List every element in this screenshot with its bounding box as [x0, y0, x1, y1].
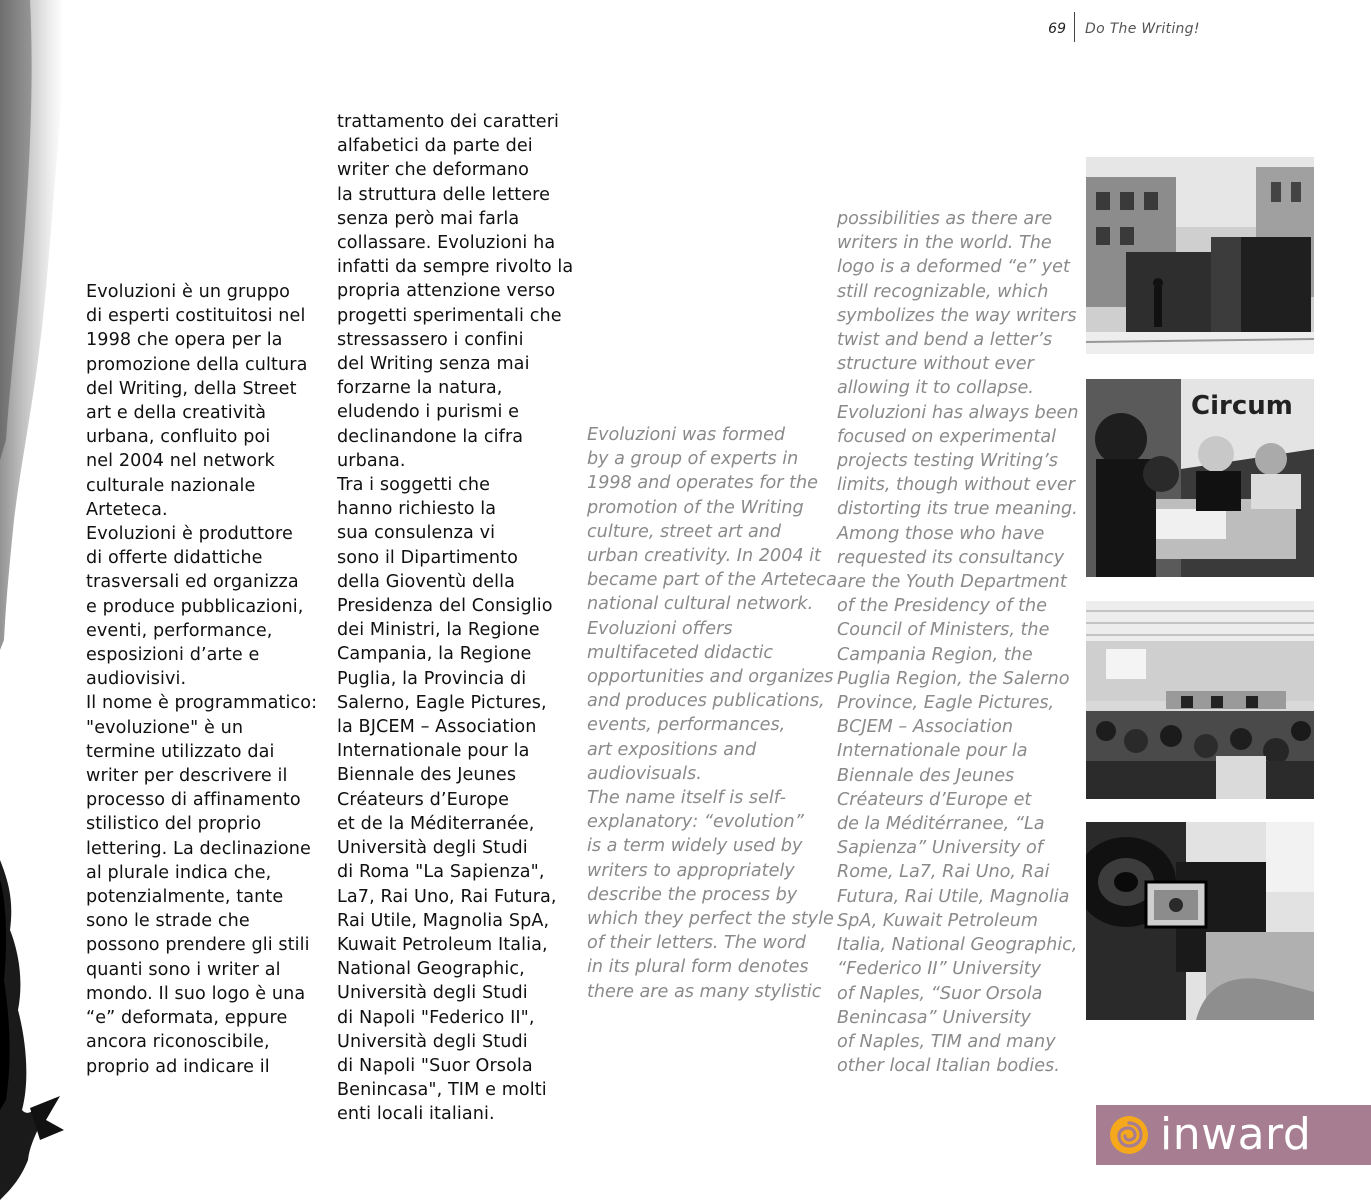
text-line: twist and bend a letter’s [837, 330, 1053, 351]
text-line: urbana, confluito poi [86, 427, 271, 448]
spiral-logo-icon [1108, 1114, 1150, 1156]
text-line: “e” deformata, eppure [86, 1008, 288, 1029]
text-line: writer per descrivere il [86, 766, 288, 787]
text-line: trattamento dei caratteri [337, 112, 560, 132]
text-line: Biennale des Jeunes [337, 765, 517, 786]
text-line: which they perfect the style [587, 909, 834, 930]
text-line: declinandone la cifra [337, 426, 524, 447]
text-line: di Napoli "Federico II", [337, 1007, 535, 1028]
text-line: of their letters. The word [587, 933, 806, 954]
text-line: enti locali italiani. [337, 1104, 495, 1125]
text-line: 1998 and operates for the [587, 473, 818, 494]
text-line: distorting its true meaning. [837, 499, 1078, 520]
text-line: stressassero i confini [337, 329, 524, 350]
text-line: lettering. La declinazione [86, 838, 311, 859]
text-line: culture, street art and [587, 521, 782, 542]
text-line: Kuwait Petroleum Italia, [337, 934, 548, 955]
text-line: La7, Rai Uno, Rai Futura, [337, 886, 557, 907]
text-line: structure without ever [837, 354, 1034, 375]
photo-urban-plaza [1086, 157, 1314, 354]
text-line: symbolizes the way writers [837, 305, 1077, 326]
text-line: Evoluzioni was formed [587, 425, 786, 445]
text-line: di offerte didattiche [86, 548, 263, 569]
text-line: la BJCEM – Association [337, 717, 537, 738]
text-line: "evoluzione" è un [86, 717, 244, 738]
text-line: del Writing senza mai [337, 354, 530, 375]
text-line: Il nome è programmatico: [86, 693, 318, 714]
text-line: is a term widely used by [587, 836, 803, 857]
text-line: BCJEM – Association [837, 717, 1013, 738]
text-line: Rai Utile, Magnolia SpA, [337, 910, 550, 931]
text-line: audiovisivi. [86, 669, 187, 690]
text-line: Arteteca. [86, 499, 168, 520]
text-line: projects testing Writing’s [837, 451, 1058, 472]
text-line: Università degli Studi [337, 838, 528, 859]
text-line: proprio ad indicare il [86, 1056, 270, 1077]
text-line: Puglia, la Provincia di [337, 668, 527, 689]
text-line: of Naples, TIM and many [837, 1031, 1056, 1052]
text-line: sua consulenza vi [337, 523, 496, 544]
text-line: 1998 che opera per la [86, 330, 283, 351]
text-line: urbana. [337, 450, 406, 471]
italian-column-1 [86, 280, 326, 1079]
text-line: Créateurs d’Europe [337, 789, 510, 810]
text-line: writers to appropriately [587, 860, 795, 881]
text-line: Presidenza del Consiglio [337, 596, 553, 617]
text-line: writers in the world. The [837, 233, 1052, 254]
text-line: logo is a deformed “e” yet [837, 257, 1070, 278]
brush-stroke-decoration [0, 0, 80, 1200]
running-title: Do The Writing! [1085, 21, 1200, 37]
banner-sign-text: Circum [1191, 391, 1293, 421]
text-line: Rome, La7, Rai Uno, Rai [837, 862, 1050, 883]
text-line: Università degli Studi [337, 1031, 528, 1052]
text-line: Biennale des Jeunes [837, 765, 1015, 786]
text-line: “Federico II” University [837, 959, 1042, 980]
text-line: The name itself is self- [587, 788, 787, 809]
text-line: nel 2004 nel network [86, 451, 275, 472]
text-line: infatti da sempre rivolto la [337, 257, 574, 278]
text-line: limits, though without ever [837, 475, 1075, 496]
text-line: alfabetici da parte dei [337, 136, 533, 157]
text-line: other local Italian bodies. [837, 1056, 1060, 1077]
text-line: events, performances, [587, 715, 786, 736]
text-line: Evoluzioni offers [587, 618, 733, 639]
text-line: explanatory: “evolution” [587, 812, 804, 833]
inward-logo [1096, 1105, 1371, 1165]
text-line: della Gioventù della [337, 571, 516, 592]
text-line: promotion of the Writing [587, 497, 804, 518]
text-line: Tra i soggetti che [337, 475, 491, 496]
text-line: del Writing, della Street [86, 378, 297, 399]
text-line: propria attenzione verso [337, 281, 556, 302]
photo-workshop-group [1086, 379, 1314, 577]
text-line: describe the process by [587, 884, 798, 905]
text-line: and produces publications, [587, 691, 825, 712]
text-line: opportunities and organizes [587, 667, 834, 688]
text-line: di Roma "La Sapienza", [337, 862, 545, 883]
text-line: audiovisuals. [587, 763, 702, 784]
text-line: Sapienza” University of [837, 838, 1044, 859]
text-line: sono il Dipartimento [337, 547, 518, 568]
photo-video-camera [1086, 822, 1314, 1020]
text-line: e produce pubblicazioni, [86, 596, 304, 617]
text-line: possibilities as there are [837, 209, 1053, 229]
text-line: Among those who have [837, 523, 1045, 544]
text-line: hanno richiesto la [337, 499, 497, 520]
text-line: of the Presidency of the [837, 596, 1047, 617]
text-line: are the Youth Department [837, 572, 1067, 593]
italian-column-2 [337, 110, 577, 1127]
text-line: SpA, Kuwait Petroleum [837, 910, 1038, 931]
text-line: et de la Méditerranée, [337, 813, 535, 834]
text-line: collassare. Evoluzioni ha [337, 233, 556, 254]
text-line: stilistico del proprio [86, 814, 262, 835]
text-line: ancora riconoscibile, [86, 1032, 270, 1053]
text-line: culturale nazionale [86, 475, 256, 496]
text-line: Internationale pour la [337, 741, 530, 762]
text-line: progetti sperimentali che [337, 305, 562, 326]
text-line: quanti sono i writer al [86, 959, 281, 980]
text-line: became part of the Arteteca [587, 570, 837, 591]
text-line: Benincasa", TIM e molti [337, 1080, 547, 1101]
text-line: national cultural network. [587, 594, 814, 615]
text-line: possono prendere gli stili [86, 935, 310, 956]
text-line: eludendo i purismi e [337, 402, 520, 423]
text-line: senza però mai farla [337, 208, 520, 229]
text-line: eventi, performance, [86, 620, 273, 641]
text-line: Campania, la Regione [337, 644, 532, 665]
text-line: de la Méditérranee, “La [837, 814, 1045, 835]
text-line: sono le strade che [86, 911, 250, 932]
text-line: Créateurs d’Europe et [837, 789, 1032, 810]
text-line: Internationale pour la [837, 741, 1028, 762]
text-line: promozione della cultura [86, 354, 308, 375]
text-line: Evoluzioni è un gruppo [86, 282, 291, 302]
text-line: di Napoli "Suor Orsola [337, 1055, 533, 1076]
text-line: Salerno, Eagle Pictures, [337, 692, 547, 713]
text-line: Futura, Rai Utile, Magnolia [837, 886, 1070, 907]
text-line: Benincasa” University [837, 1007, 1031, 1028]
text-line: mondo. Il suo logo è una [86, 983, 306, 1004]
text-line: Evoluzioni è produttore [86, 524, 293, 545]
text-line: Province, Eagle Pictures, [837, 693, 1055, 714]
text-line: Università degli Studi [337, 983, 528, 1004]
text-line: by a group of experts in [587, 449, 799, 470]
text-line: writer che deformano [337, 160, 530, 181]
text-line: there are as many stylistic [587, 981, 822, 1002]
text-line: al plurale indica che, [86, 862, 272, 883]
text-line: Council of Ministers, the [837, 620, 1050, 641]
text-line: art e della creatività [86, 403, 267, 424]
text-line: trasversali ed organizza [86, 572, 299, 593]
text-line: allowing it to collapse. [837, 378, 1034, 399]
text-line: Italia, National Geographic, [837, 935, 1078, 956]
text-line: Evoluzioni has always been [837, 402, 1079, 423]
text-line: focused on experimental [837, 426, 1057, 447]
photo-conference-audience [1086, 601, 1314, 799]
text-line: la struttura delle lettere [337, 184, 551, 205]
text-line: still recognizable, which [837, 281, 1049, 302]
english-column-1 [587, 423, 837, 1004]
text-line: National Geographic, [337, 959, 525, 980]
text-line: Campania Region, the [837, 644, 1033, 665]
text-line: urban creativity. In 2004 it [587, 546, 821, 567]
text-line: processo di affinamento [86, 790, 301, 811]
text-line: esposizioni d’arte e [86, 645, 260, 666]
text-line: Puglia Region, the Salerno [837, 668, 1070, 689]
logo-wordmark: inward [1160, 1109, 1312, 1160]
page-number: 69 [1048, 21, 1066, 37]
text-line: potenzialmente, tante [86, 887, 284, 908]
page-header [1030, 18, 1200, 40]
text-line: art expositions and [587, 739, 757, 760]
text-line: di esperti costituitosi nel [86, 306, 306, 327]
text-line: in its plural form denotes [587, 957, 809, 978]
text-line: termine utilizzato dai [86, 741, 275, 762]
text-line: of Naples, “Suor Orsola [837, 983, 1043, 1004]
english-column-2 [837, 207, 1077, 1078]
text-line: requested its consultancy [837, 547, 1065, 568]
text-line: dei Ministri, la Regione [337, 620, 540, 641]
text-line: forzarne la natura, [337, 378, 503, 399]
text-line: multifaceted didactic [587, 642, 774, 663]
